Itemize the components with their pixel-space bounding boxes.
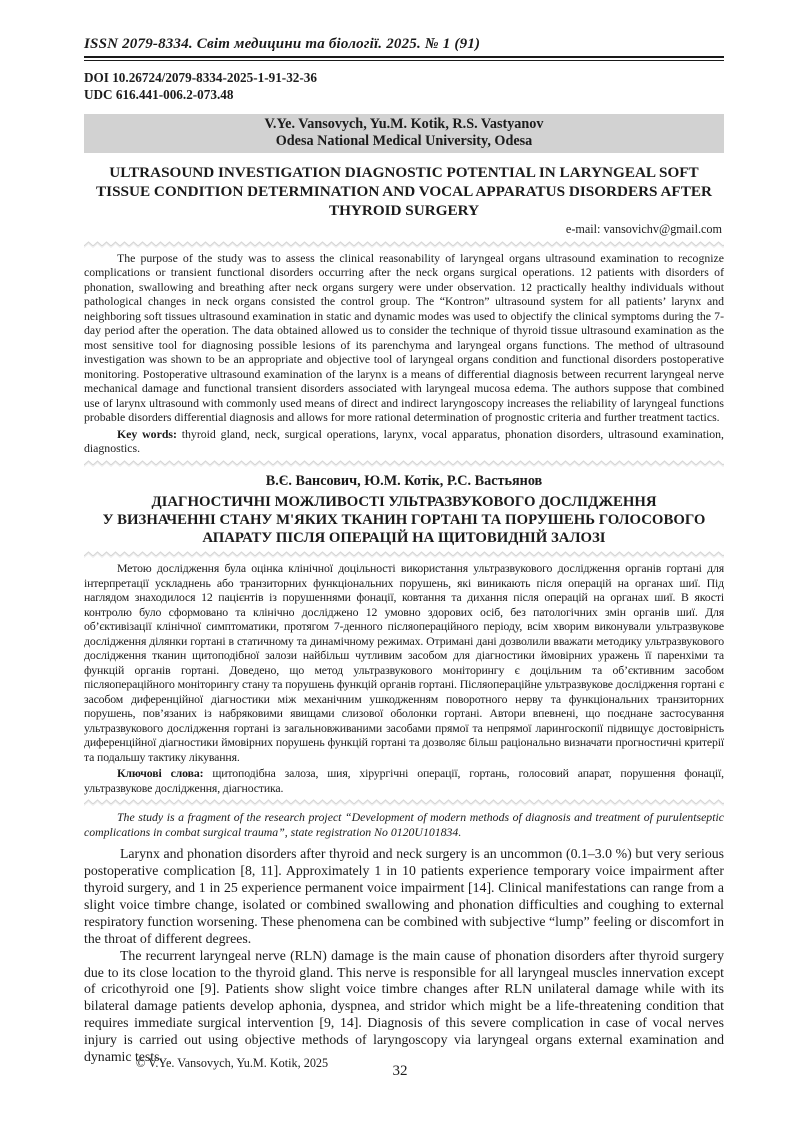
- zigzag-divider: [84, 798, 724, 806]
- title-uk-line-2: У ВИЗНАЧЕННІ СТАНУ М'ЯКИХ ТКАНИН ГОРТАНІ ТА ПОРУШЕНЬ ГОЛОСОВОГО: [102, 511, 706, 528]
- author-email: e-mail: vansovichv@gmail.com: [565, 221, 722, 236]
- title-uk-line-1: ДІАГНОСТИЧНІ МОЖЛИВОСТІ УЛЬТРАЗВУКОВОГО ДОСЛІДЖЕННЯ: [151, 493, 657, 510]
- title-en-line-2: TISSUE CONDITION DETERMINATION AND VOCAL APPARATUS DISORDERS AFTER: [96, 182, 712, 200]
- journal-issn-line: ISSN 2079-8334. Світ медицини та біології. 2025. № 1 (91): [84, 36, 481, 52]
- header-double-rule: [84, 56, 724, 61]
- authors-uk: В.Є. Вансович, Ю.М. Котік, Р.С. Вастьянов: [265, 472, 543, 489]
- authors-affiliation-block: [84, 114, 724, 153]
- title-uk-line-3: АПАРАТУ ПІСЛЯ ОПЕРАЦІЙ НА ЩИТОВИДНІЙ ЗАЛОЗІ: [202, 530, 606, 546]
- zigzag-divider: [84, 550, 724, 558]
- abstract-en: The purpose of the study was to assess the clinical reasonability of laryngeal organs ultrasound examination to recognize complications or transient functional disorders occurring after the neck organs surgical operations. 12 patients with disorders of phonation, swallowing and breathing after neck organs surgery were under observation. 12 practically healthy individuals without pathological changes in neck organs consisted the control group. The “Kontron” ultrasound system for all patients’ larynx and neighboring soft tissues ultrasound examination in static and dynamic modes was used to objectify the clinical symptoms during the 7-day period after the operation. The data obtained allowed us to consider the technique of thyroid tissue ultrasound examination as the most sensitive tool for diagnosing possible lesions of its parenchyma and laryngeal organs functions. The method of ultrasound investigation was shown to be an appropriate and objective tool of laryngeal organs condition and functional disorders postoperative monitoring. Postoperative ultrasound examination of the larynx is a means of differential diagnosis between recurrent laryngeal nerve mechanical damage and functional transient disorders associated with laryngeal mucosa edema. The authors suppose that combined use of larynx ultrasound with commonly used means of direct and indirect laryngoscopy increases the reliability of laryngeal functions probable disorders differential diagnosis and allows for more rational determination of prognostic criteria and further treatment tactics.: [84, 250, 724, 425]
- zigzag-divider: [84, 240, 724, 248]
- title-en-line-1: ULTRASOUND INVESTIGATION DIAGNOSTIC POTENTIAL IN LARYNGEAL SOFT: [109, 163, 699, 181]
- body-paragraph-2: The recurrent laryngeal nerve (RLN) damage is the main cause of phonation disorders after thyroid surgery due to its close location to the thyroid gland. This nerve is responsible for all laryngeal muscles innervation except of cricothyroid one [9]. Patients show slight voice timbre changes after RLN unilateral damage while with its bilateral damage patients develop aphonia, dyspnea, and stridor which might be a life-threatening condition that requires immediate surgical intervention [9, 14]. Diagnosis of this severe complication in case of vocal nerves injury is carried out using objective methods of laryngoscopy via laryngeal organs external examination and dynamic tests.: [84, 947, 724, 1065]
- page-number: 32: [392, 1063, 408, 1079]
- keywords-uk-label: Ключові слова:: [117, 766, 204, 781]
- article-title-uk: [84, 493, 724, 548]
- doi-line: DOI 10.26724/2079-8334-2025-1-91-32-36: [84, 70, 317, 85]
- article-title-en: [84, 163, 724, 220]
- keywords-uk: [84, 766, 724, 795]
- title-en-line-3: THYROID SURGERY: [328, 201, 480, 219]
- copyright-line: © V.Ye. Vansovych, Yu.M. Kotik, 2025: [136, 1056, 329, 1070]
- keywords-uk-list: щитоподібна залоза, шия, хірургічні операції, гортань, голосовий апарат, порушення фонації, ультразвукове дослідження, діагностика.: [84, 766, 724, 795]
- body-paragraph-1: Larynx and phonation disorders after thyroid and neck surgery is an uncommon (0.1–3.0 %) but very serious postoperative complication [8, 11]. Approximately 1 in 10 patients experience temporary voice impairment after thyroid surgery, and 1 in 25 experience permanent voice impairment [14]. Clinical manifestations can range from a slight voice timbre change, isolated or combined swallowing and phonation difficulties and coughing to external respiratory function worsening. These phenomena can be combined with subjective “lump” feeling or discomfort in the throat of different degrees.: [84, 846, 724, 946]
- udc-line: UDC 616.441-006.2-073.48: [84, 86, 234, 102]
- zigzag-divider: [84, 459, 724, 467]
- authors-en: V.Ye. Vansovych, Yu.M. Kotik, R.S. Vastyanov: [264, 116, 544, 132]
- project-note: The study is a fragment of the research project “Development of modern methods of diagnosis and treatment of purulentseptic complications in combat surgical trauma”, state registration No 0120U101834.: [84, 810, 724, 840]
- affiliation-en: Odesa National Medical University, Odesa: [275, 132, 533, 149]
- keywords-en-label: Key words:: [117, 426, 177, 441]
- keywords-en-list: thyroid gland, neck, surgical operations, larynx, vocal apparatus, phonation disorders, ultrasound examination, diagnostics.: [84, 426, 724, 456]
- keywords-en: [84, 427, 724, 456]
- abstract-uk: Метою дослідження була оцінка клінічної доцільності використання ультразвукового дослідження органів гортані для інтерпретації ускладнень або транзиторних функціональних порушень, які виникають після операцій на органах шиї. Під наглядом знаходилося 12 пацієнтів із порушеннями фонації, ковтання та дихання після операцій на органах шиї. В якості контролю було сформовано та клінічно досліджено 12 умовно здорових осіб, без патологічних змін органів шиї. Для об’єктивізації клінічної симптоматики, протягом 7-денного післяопераційного періоду, всім хворим виконували ультразвукове дослідження ділянки гортані в статичному та динамічному режимах. Отримані дані дозволили вважати методику ультразвукового дослідження тканин щитоподібної залози найбільш чутливим засобом для діагностики ймовірних уражень її паренхіми та функцій органів гортані. Доведено, що метод ультразвукового моніторингу є доцільним та об’єктивним засобом післяопераційного моніторингу стану та порушень функцій органів гортані. Післяопераційне ультразвукове дослідження гортані є засобом диференційної діагностики між механічним ушкодженням поворотного нерву та функціональних транзиторних порушень, пов’язаних із набряковими явищами слизової оболонки гортані. Автори впевнені, що поєднане застосування ультразвукового дослідження гортані із загальновживаними засобами прямої та непрямої ларингоскопії підвищує достовірність диференційної діагностики ймовірних порушень функцій гортані та дозволяє більш раціонально визначати прогностичні критерії та подальшу тактику лікування.: [84, 561, 724, 764]
